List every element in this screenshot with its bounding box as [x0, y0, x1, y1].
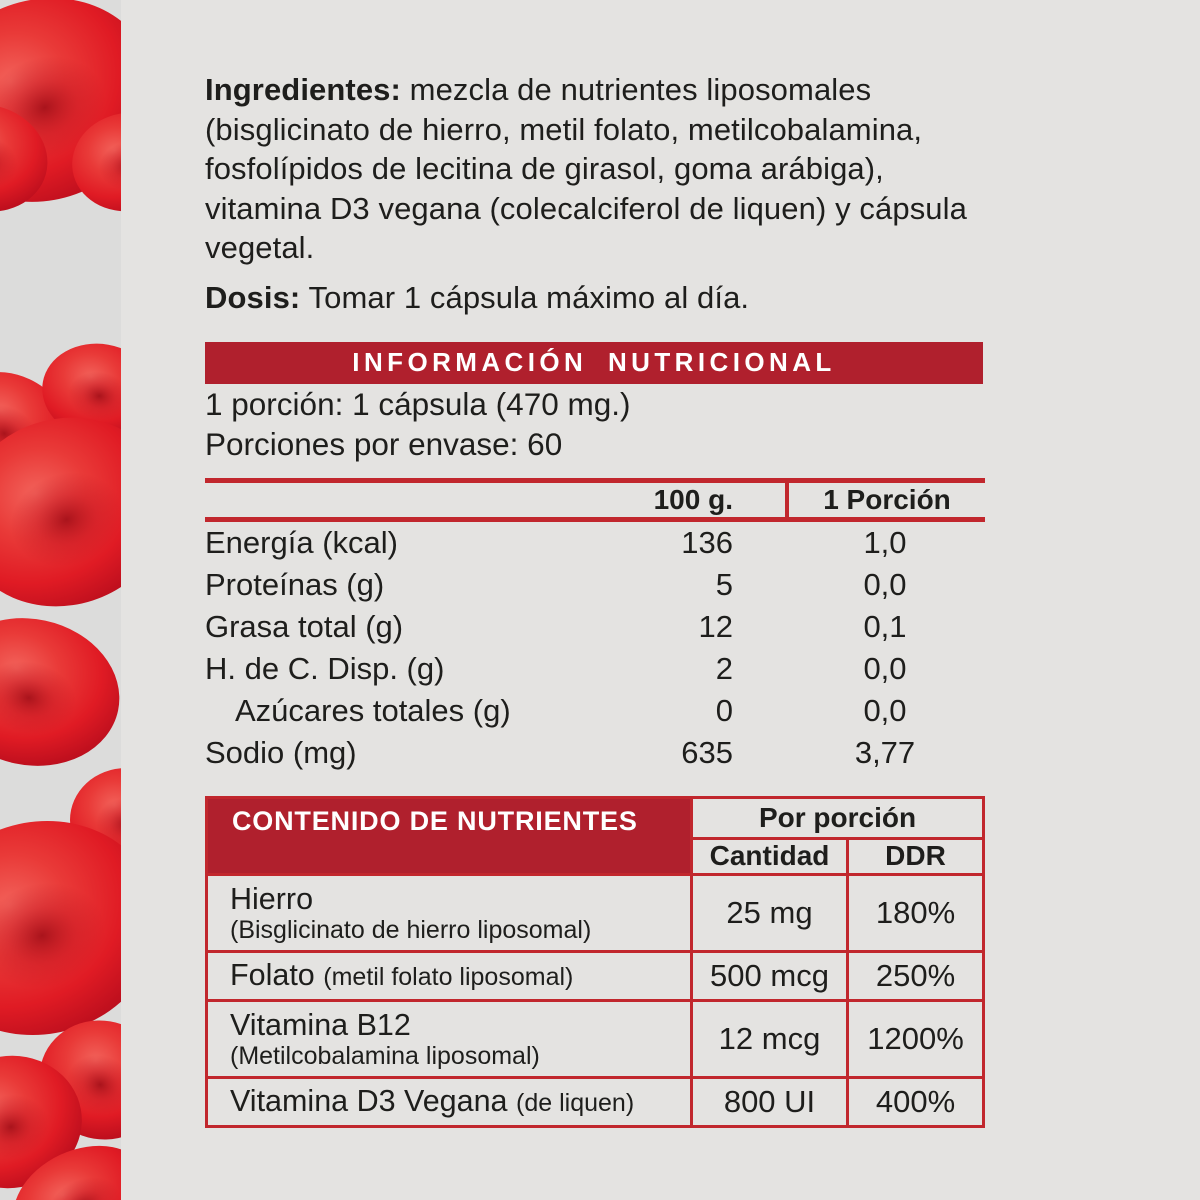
nutrition-row-azucares: [205, 690, 985, 732]
red-blood-cells-illustration: [0, 0, 121, 1200]
nutrient-ddr: 400%: [846, 1076, 982, 1125]
nutrient-name: Hierro: [230, 881, 314, 916]
per-serving-value: 1,0: [863, 524, 907, 560]
nutrient-amount: 500 mcg: [690, 950, 846, 999]
nutrient-ddr: 180%: [846, 873, 982, 950]
per-100g-value: 12: [698, 608, 733, 644]
servings-per-container-line: Porciones por envase: 60: [205, 425, 563, 462]
nutrition-row-label: H. de C. Disp. (g): [205, 650, 445, 686]
nutrition-row-label: Azúcares totales (g): [235, 692, 511, 728]
per-100g-value: 635: [681, 734, 733, 770]
ingredients-paragraph: [205, 70, 977, 268]
per-serving-value: 0,0: [863, 692, 907, 728]
per-serving-value: 0,0: [863, 650, 907, 686]
per-100g-value: 136: [681, 524, 733, 560]
nutrition-row-label: Grasa total (g): [205, 608, 404, 644]
nutrient-name: Vitamina D3 Vegana (de liquen): [230, 1083, 635, 1118]
nutrient-content-table: [205, 796, 985, 1128]
nutrient-detail: (metil folato liposomal): [323, 962, 574, 991]
nutrient-name: Folato (metil folato liposomal): [230, 957, 574, 992]
column-header-1-porcion: 1 Porción: [785, 483, 985, 517]
dosage-label: Dosis:: [205, 279, 301, 315]
nutrition-row-label: Sodio (mg): [205, 734, 357, 770]
nutrition-row-h-de-c: [205, 648, 985, 690]
per-serving-value: 0,1: [863, 608, 907, 644]
group-header-por-porcion: Por porción: [690, 799, 982, 837]
per-100g-value: 5: [715, 566, 733, 602]
nutrient-detail: (Bisglicinato de hierro liposomal): [230, 915, 592, 944]
nutrient-row-name: [208, 950, 690, 999]
nutrient-row-name: [208, 1076, 690, 1125]
per-serving-value: 0,0: [863, 566, 907, 602]
nutrition-row-grasa-total: [205, 606, 985, 648]
per-serving-value: 3,77: [854, 734, 916, 770]
dosage-paragraph: [205, 278, 977, 318]
nutrition-row-label: Energía (kcal): [205, 524, 398, 560]
nutrient-amount: 25 mg: [690, 873, 846, 950]
per-100g-value: 0: [715, 692, 733, 728]
nutrient-content-title-line2: NUTRIENTES: [457, 805, 638, 836]
nutrition-facts-title-bar: INFORMACIÓN NUTRICIONAL: [205, 342, 983, 384]
nutrition-row-sodio: [205, 732, 985, 774]
nutrient-ddr: 1200%: [846, 999, 982, 1076]
nutrient-content-title-line1: CONTENIDO DE: [232, 805, 449, 836]
column-header-ddr: DDR: [846, 837, 982, 873]
nutrient-row-name: [208, 999, 690, 1076]
label-content: [205, 70, 985, 1128]
serving-size-line: 1 porción: 1 cápsula (470 mg.): [205, 385, 631, 422]
nutrition-facts-header-row: [205, 478, 985, 522]
nutrient-name: Vitamina B12: [230, 1007, 411, 1042]
per-100g-value: 2: [715, 650, 733, 686]
column-header-cantidad: Cantidad: [690, 837, 846, 873]
nutrient-detail: (Metilcobalamina liposomal): [230, 1041, 540, 1070]
red-blood-cells-art: [0, 0, 121, 1200]
nutrient-amount: 12 mcg: [690, 999, 846, 1076]
nutrient-detail: (de liquen): [516, 1088, 635, 1117]
nutrient-content-title-cell: [208, 799, 690, 873]
ingredients-text: mezcla de nutrientes liposomales (bisglicinato de hierro, metil folato, metilcobalamina, fosfolípidos de lecitina de girasol, goma arábiga), vitamina D3 vegana (colecalciferol de liquen) y cápsula vegetal.: [205, 72, 967, 266]
nutrient-ddr: 250%: [846, 950, 982, 999]
nutrient-row-name: [208, 873, 690, 950]
nutrient-amount: 800 UI: [690, 1076, 846, 1125]
nutrition-row-proteinas: [205, 564, 985, 606]
nutrition-row-energia: [205, 522, 985, 564]
dosage-text: Tomar 1 cápsula máximo al día.: [308, 279, 750, 315]
nutrition-row-label: Proteínas (g): [205, 566, 385, 602]
ingredients-label: Ingredientes:: [205, 72, 401, 107]
column-header-100g: 100 g.: [653, 483, 733, 515]
